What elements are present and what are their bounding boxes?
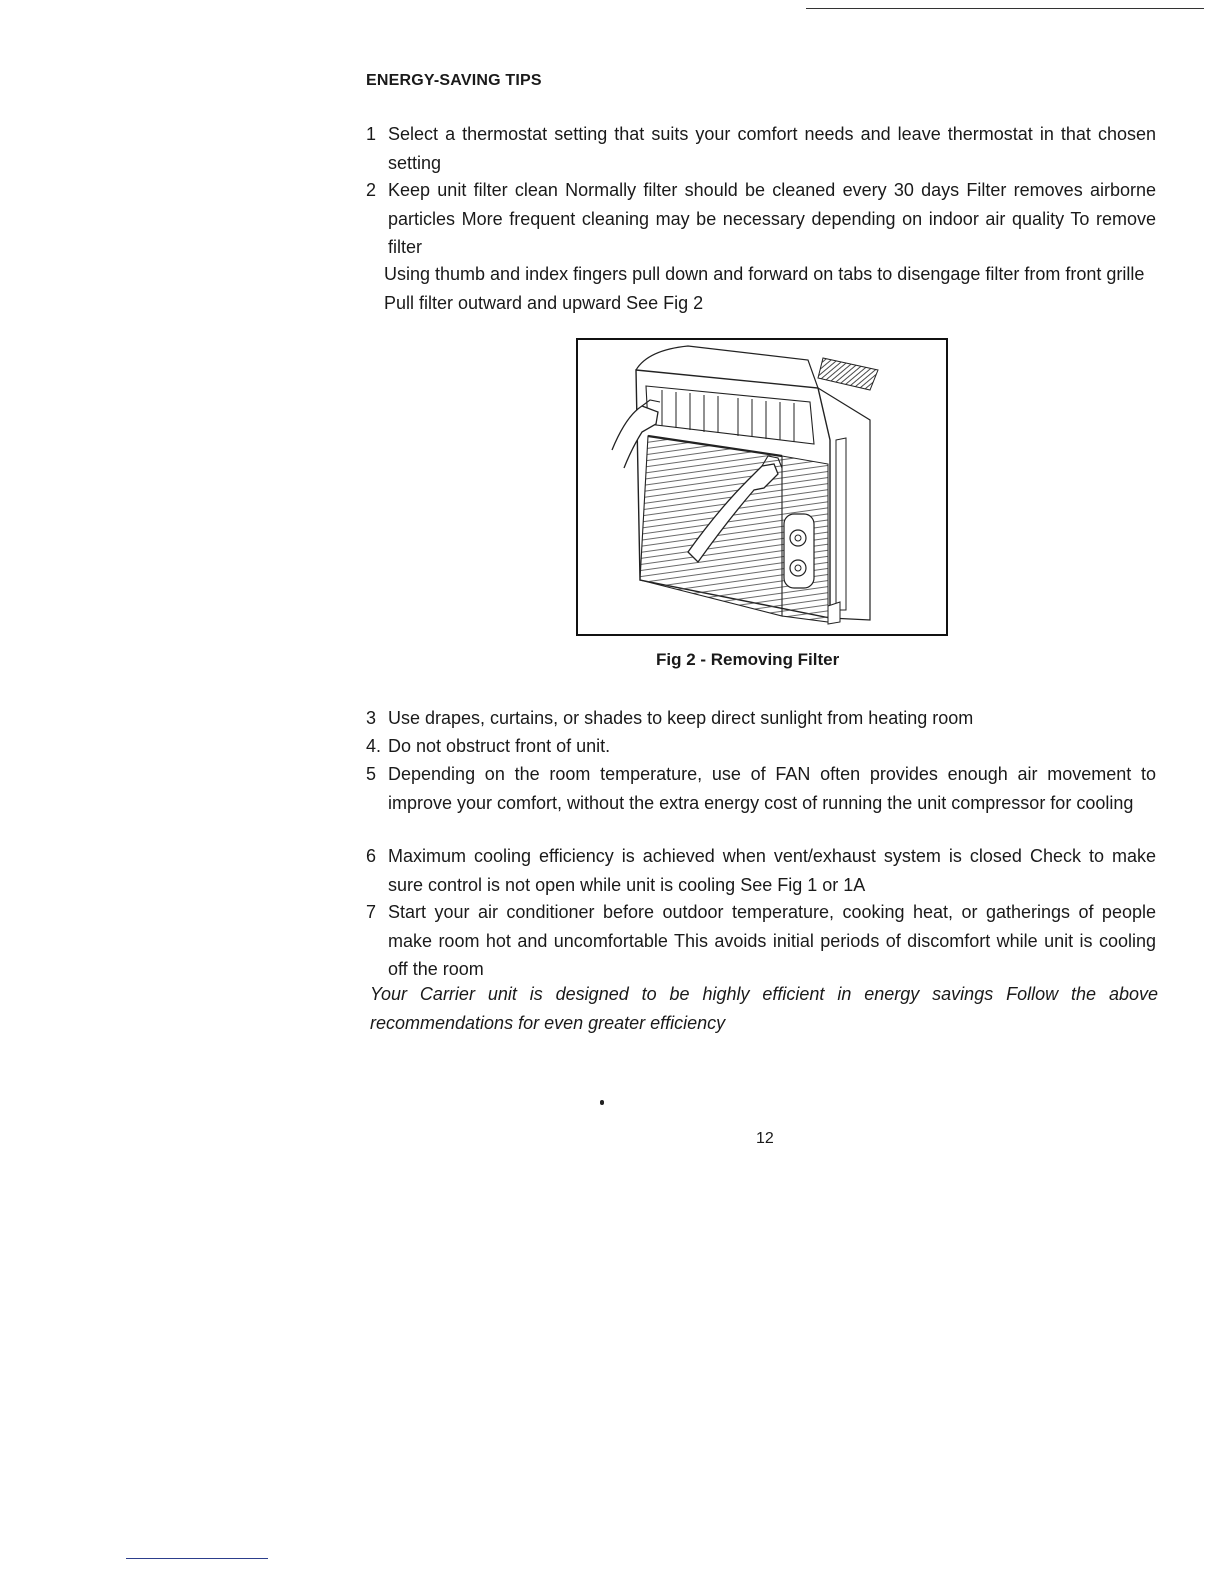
tip-item-2 [366, 176, 1156, 262]
page-number: 12 [756, 1130, 774, 1147]
tip-number: 3 [366, 708, 377, 728]
tip-item-6 [366, 842, 1156, 899]
tip-text: Start your air conditioner before outdoor temperature, cooking heat, or gatherings of people make room hot and uncomfortable This avoids initial periods of discomfort while unit is cooling off the room [388, 902, 1156, 979]
tip-number: 5 [366, 764, 377, 784]
tip-text: Select a thermostat setting that suits your comfort needs and leave thermostat in that chosen setting [388, 124, 1156, 173]
bottom-rule [126, 1558, 268, 1559]
tip-item-7 [366, 898, 1156, 984]
tip-text: Depending on the room temperature, use of FAN often provides enough air movement to improve your comfort, without the extra energy cost of running the unit compressor for cooling [388, 764, 1156, 813]
scan-speck [600, 1100, 604, 1105]
tip-text: Do not obstruct front of unit. [388, 736, 611, 756]
tip-number: 7 [366, 902, 377, 922]
tip-item-1 [366, 120, 1156, 177]
tip-text: Maximum cooling efficiency is achieved when vent/exhaust system is closed Check to make sure control is not open while unit is cooling See Fig 1 or 1A [388, 846, 1156, 895]
tip-number: 2 [366, 180, 377, 200]
tip-item-4 [366, 732, 1156, 761]
tip-item-5 [366, 760, 1156, 817]
section-heading: ENERGY-SAVING TIPS [366, 72, 542, 89]
figure-removing-filter [576, 338, 948, 636]
figure-caption: Fig 2 - Removing Filter [656, 650, 840, 669]
tip-text: Use drapes, curtains, or shades to keep direct sunlight from heating room [388, 708, 974, 728]
tip-item-3 [366, 704, 1156, 733]
closing-note: Your Carrier unit is designed to be highly efficient in energy savings Follow the above recommendations for even greater efficiency [370, 984, 1158, 1033]
tip-number: 4. [366, 736, 382, 756]
filter-instruction: Using thumb and index fingers pull down and forward on tabs to disengage filter from front grille Pull filter outward and upward See Fig 2 [384, 264, 1145, 313]
tip-text: Keep unit filter clean Normally filter should be cleaned every 30 days Filter removes airborne particles More frequent cleaning may be necessary depending on indoor air quality To remove filter [388, 180, 1156, 257]
tip-number: 6 [366, 846, 377, 866]
top-rule [806, 8, 1204, 9]
tip-number: 1 [366, 124, 377, 144]
air-conditioner-filter-removal-illustration [578, 340, 946, 634]
